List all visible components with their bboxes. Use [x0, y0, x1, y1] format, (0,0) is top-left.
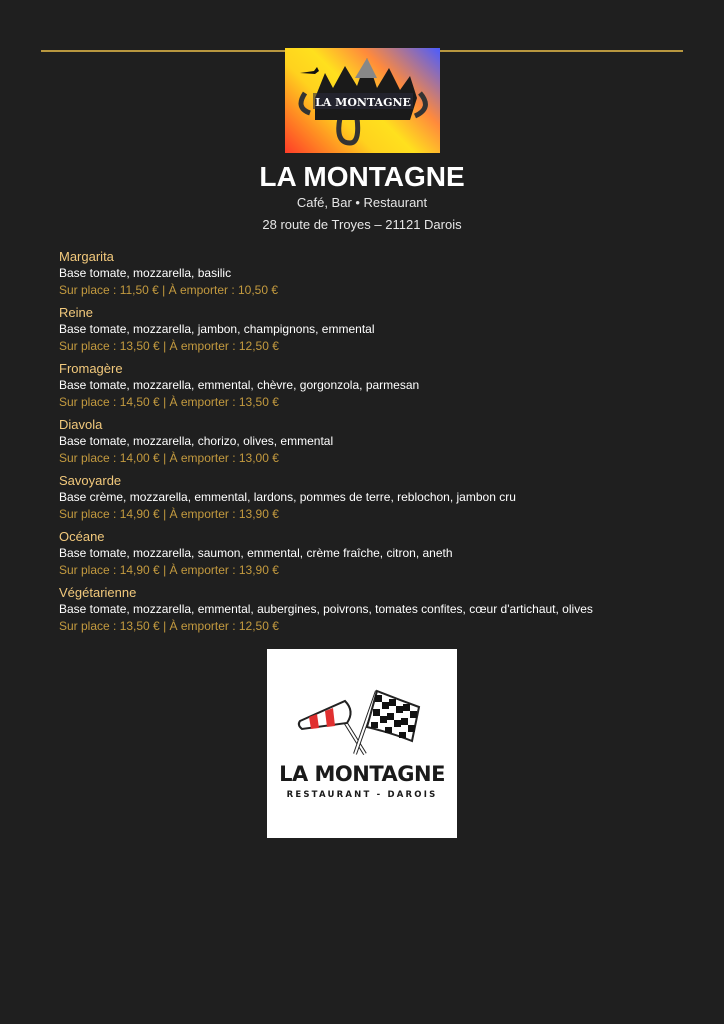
address: 28 route de Troyes – 21121 Darois: [262, 217, 462, 232]
menu-item: [59, 360, 679, 416]
item-desc: Base tomate, mozzarella, saumon, emmental, crème fraîche, citron, aneth: [59, 546, 453, 560]
item-price: Sur place : 11,50 € | À emporter : 10,50 €: [59, 283, 279, 297]
footer-logo-title: LA MONTAGNE: [279, 762, 445, 786]
menu-item: [59, 248, 679, 304]
item-name: Fromagère: [59, 361, 123, 376]
item-price: Sur place : 13,50 € | À emporter : 12,50 €: [59, 339, 279, 353]
item-price: Sur place : 14,50 € | À emporter : 13,50 €: [59, 395, 279, 409]
item-price: Sur place : 13,50 € | À emporter : 12,50 €: [59, 619, 279, 633]
item-name: Savoyarde: [59, 473, 122, 488]
item-name: Océane: [59, 529, 105, 544]
menu-item: [59, 304, 679, 360]
item-price: Sur place : 14,00 € | À emporter : 13,00 €: [59, 451, 279, 465]
page-title: LA MONTAGNE: [259, 161, 465, 192]
item-name: Reine: [59, 305, 93, 320]
page-subtitle: Café, Bar • Restaurant: [296, 195, 428, 210]
header-logo-text: LA MONTAGNE: [315, 96, 411, 109]
item-name: Margarita: [59, 249, 114, 264]
menu-item: [59, 584, 679, 640]
menu-item: [59, 472, 679, 528]
item-desc: Base tomate, mozzarella, basilic: [59, 266, 232, 280]
item-desc: Base tomate, mozzarella, emmental, aubergines, poivrons, tomates confites, cœur d'artichaut, olives: [59, 602, 593, 616]
menu-item: [59, 416, 679, 472]
item-price: Sur place : 14,90 € | À emporter : 13,90 €: [59, 507, 279, 521]
item-name: Diavola: [59, 417, 103, 432]
header-logo: [285, 48, 440, 153]
item-price: Sur place : 14,90 € | À emporter : 13,90 €: [59, 563, 279, 577]
item-desc: Base tomate, mozzarella, emmental, chèvre, gorgonzola, parmesan: [59, 378, 420, 392]
menu-item: [59, 528, 679, 584]
windsock-checkered-flag-icon: [267, 649, 457, 759]
item-desc: Base crème, mozzarella, emmental, lardons, pommes de terre, reblochon, jambon cru: [59, 490, 516, 504]
item-desc: Base tomate, mozzarella, chorizo, olives, emmental: [59, 434, 334, 448]
item-name: Végétarienne: [59, 585, 137, 600]
item-desc: Base tomate, mozzarella, jambon, champignons, emmental: [59, 322, 375, 336]
footer-logo-subtitle: RESTAURANT - DAROIS: [286, 790, 438, 800]
pizza-menu: [59, 248, 679, 640]
footer-logo: [267, 649, 457, 838]
mountain-forest-icon: [285, 48, 440, 153]
